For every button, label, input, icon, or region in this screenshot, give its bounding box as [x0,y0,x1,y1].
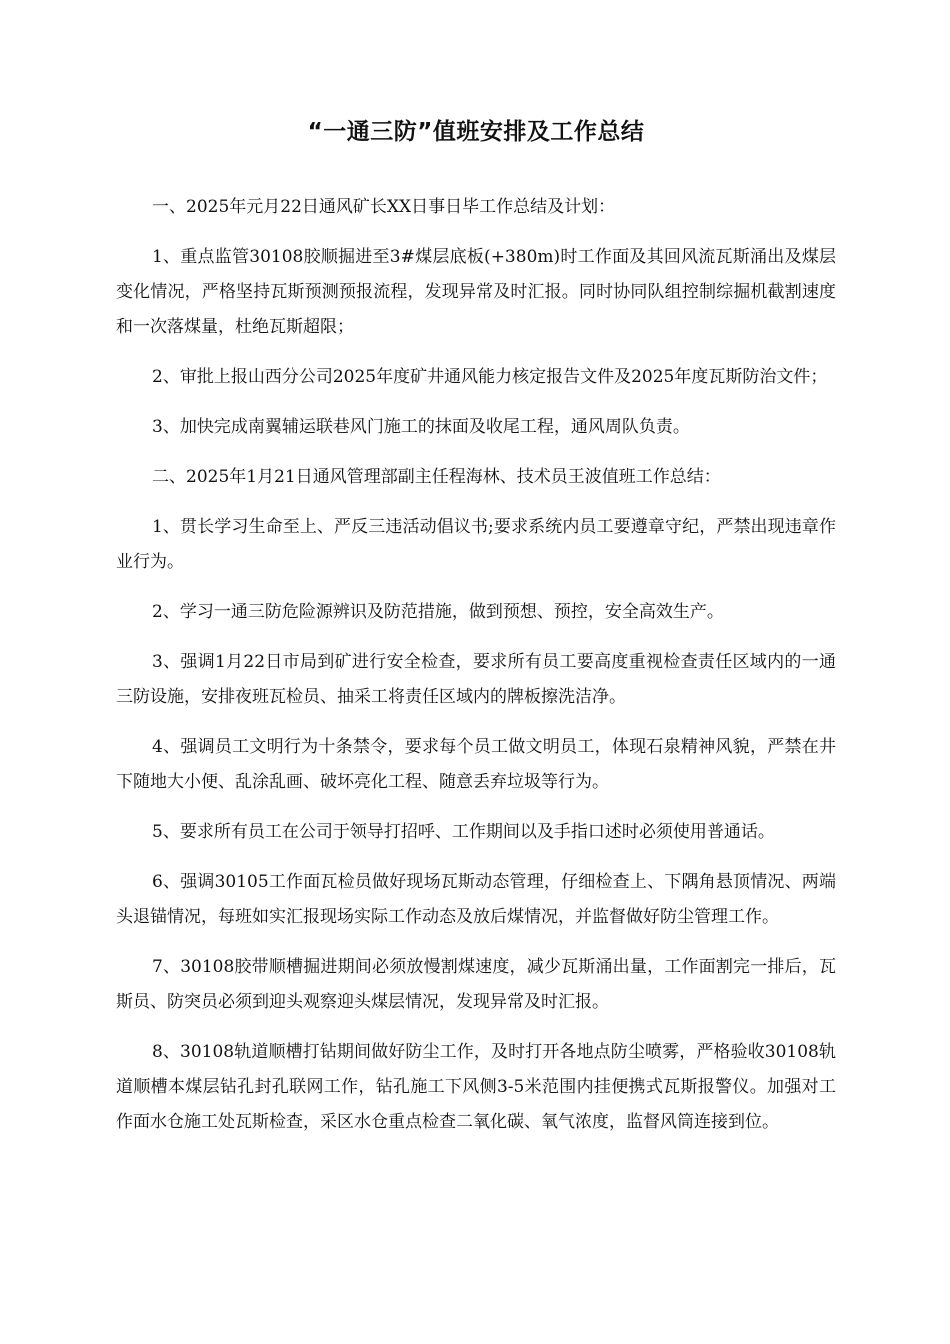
paragraph-item: 4、强调员工文明行为十条禁令，要求每个员工做文明员工，体现石泉精神风貌，严禁在井下随地大小便、乱涂乱画、破坏亮化工程、随意丢弃垃圾等行为。 [116,737,836,792]
paragraph-item: 6、强调30105工作面瓦检员做好现场瓦斯动态管理，仔细检查上、下隅角悬顶情况、两端头退锚情况，每班如实汇报现场实际工作动态及放后煤情况，并监督做好防尘管理工作。 [116,872,836,927]
paragraph-item: 3、强调1月22日市局到矿进行安全检查，要求所有员工要高度重视检查责任区域内的一通三防设施，安排夜班瓦检员、抽采工将责任区域内的牌板擦洗洁净。 [116,652,836,707]
section-heading-1: 一、2025年元月22日通风矿长XX日事日毕工作总结及计划： [152,197,616,217]
paragraph-item: 1、重点监管30108胶顺掘进至3#煤层底板(+380m)时工作面及其回风流瓦斯涌出及煤层变化情况，严格坚持瓦斯预测预报流程，发现异常及时汇报。同时协同队组控制综掘机截割速度和一次落煤量，杜绝瓦斯超限； [116,247,836,337]
paragraph-item: 7、30108胶带顺槽掘进期间必须放慢割煤速度，减少瓦斯涌出量，工作面割完一排后，瓦斯员、防突员必须到迎头观察迎头煤层情况，发现异常及时汇报。 [116,957,836,1012]
paragraph-item: 2、审批上报山西分公司2025年度矿井通风能力核定报告文件及2025年度瓦斯防治文件； [152,367,828,387]
section-heading-2: 二、2025年1月21日通风管理部副主任程海林、技术员王波值班工作总结： [152,467,721,487]
paragraph-item: 2、学习一通三防危险源辨识及防范措施，做到预想、预控，安全高效生产。 [152,602,724,622]
paragraph-item: 5、要求所有员工在公司于领导打招呼、工作期间以及手指口述时必须使用普通话。 [152,822,775,842]
document-page [116,112,836,1155]
paragraph-item: 1、贯长学习生命至上、严反三违活动倡议书;要求系统内员工要遵章守纪，严禁出现违章作业行为。 [116,517,836,572]
document-title: “一通三防”值班安排及工作总结 [307,119,645,145]
paragraph-item: 8、30108轨道顺槽打钻期间做好防尘工作，及时打开各地点防尘喷雾，严格验收30108轨道顺槽本煤层钻孔封孔联网工作，钻孔施工下风侧3-5米范围内挂便携式瓦斯报警仪。加强对工作面水仓施工处瓦斯检查，采区水仓重点检查二氧化碳、氧气浓度，监督风筒连接到位。 [116,1042,836,1132]
paragraph-item: 3、加快完成南翼辅运联巷风门施工的抹面及收尾工程，通风周队负责。 [152,417,690,437]
